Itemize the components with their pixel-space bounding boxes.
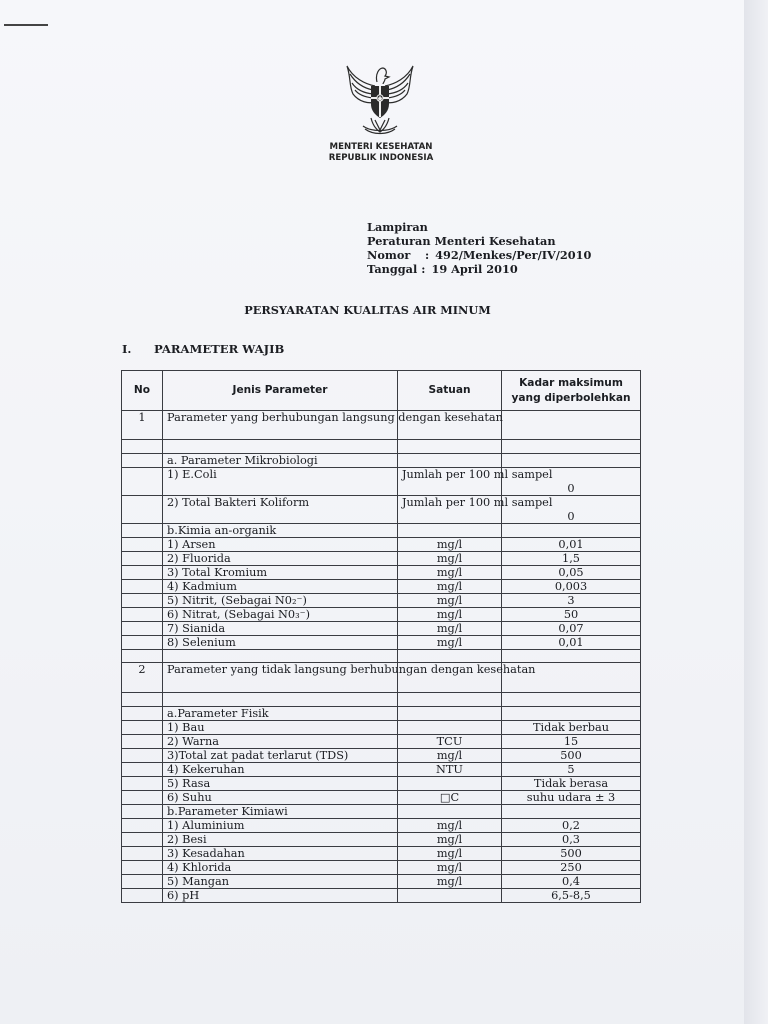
section-heading	[122, 342, 284, 356]
cell-jenis-parameter	[163, 693, 398, 707]
cell-satuan: mg/l	[398, 538, 502, 552]
cell-kadar: 500	[502, 749, 641, 763]
cell-jenis-parameter: 3)Total zat padat terlarut (TDS)	[163, 749, 398, 763]
cell-satuan: mg/l	[398, 875, 502, 889]
cell-no	[122, 833, 163, 847]
cell-jenis-parameter: 5) Nitrit, (Sebagai N0₂⁻)	[163, 594, 398, 608]
cell-jenis-parameter: 6) pH	[163, 889, 398, 903]
cell-kadar: 3	[502, 594, 641, 608]
cell-jenis-parameter: 3) Total Kromium	[163, 566, 398, 580]
cell-jenis-parameter: 3) Kesadahan	[163, 847, 398, 861]
cell-satuan: NTU	[398, 763, 502, 777]
cell-no	[122, 636, 163, 650]
cell-satuan: mg/l	[398, 608, 502, 622]
cell-satuan: mg/l	[398, 861, 502, 875]
table-row	[122, 496, 641, 524]
cell-satuan: TCU	[398, 735, 502, 749]
nomor-label: Nomor	[367, 248, 411, 262]
cell-jenis-parameter: 2) Warna	[163, 735, 398, 749]
cell-no	[122, 875, 163, 889]
table-row	[122, 693, 641, 707]
cell-kadar: 0,2	[502, 819, 641, 833]
cell-no	[122, 763, 163, 777]
table-row	[122, 833, 641, 847]
cell-no	[122, 777, 163, 791]
cell-kadar: 6,5-8,5	[502, 889, 641, 903]
cell-satuan: Jumlah per 100 ml sampel	[398, 468, 502, 496]
table-header-row	[122, 371, 641, 411]
table-row	[122, 468, 641, 496]
cell-kadar: 1,5	[502, 552, 641, 566]
table-row	[122, 440, 641, 454]
cell-satuan: mg/l	[398, 594, 502, 608]
cell-satuan	[398, 524, 502, 538]
cell-satuan: mg/l	[398, 636, 502, 650]
cell-no: 1	[122, 411, 163, 440]
attachment-block	[367, 220, 591, 276]
parameter-table	[121, 370, 641, 903]
cell-satuan: Jumlah per 100 ml sampel	[398, 496, 502, 524]
table-row	[122, 707, 641, 721]
cell-jenis-parameter: 2) Besi	[163, 833, 398, 847]
cell-kadar: Tidak berasa	[502, 777, 641, 791]
cell-jenis-parameter: 2) Fluorida	[163, 552, 398, 566]
document-title: PERSYARATAN KUALITAS AIR MINUM	[244, 303, 491, 317]
section-title: PARAMETER WAJIB	[154, 342, 285, 356]
table-row	[122, 763, 641, 777]
cell-no	[122, 650, 163, 663]
cell-jenis-parameter: a.Parameter Fisik	[163, 707, 398, 721]
cell-jenis-parameter: 1) Bau	[163, 721, 398, 735]
cell-jenis-parameter: b.Parameter Kimiawi	[163, 805, 398, 819]
parameter-table-body	[122, 411, 641, 903]
cell-no	[122, 819, 163, 833]
table-row	[122, 847, 641, 861]
table-row	[122, 622, 641, 636]
cell-no	[122, 566, 163, 580]
cell-no	[122, 847, 163, 861]
cell-jenis-parameter: 6) Nitrat, (Sebagai N0₃⁻)	[163, 608, 398, 622]
cell-jenis-parameter: 5) Mangan	[163, 875, 398, 889]
cell-no	[122, 496, 163, 524]
cell-jenis-parameter	[163, 650, 398, 663]
cell-no	[122, 538, 163, 552]
table-row	[122, 538, 641, 552]
ministry-line-2: REPUBLIK INDONESIA	[328, 153, 434, 163]
cell-satuan: mg/l	[398, 622, 502, 636]
cell-jenis-parameter: 4) Kadmium	[163, 580, 398, 594]
cell-jenis-parameter: Parameter yang tidak langsung berhubungan dengan kesehatan	[163, 663, 398, 693]
cell-no: 2	[122, 663, 163, 693]
header-kadar-maksimum: Kadar maksimum yang diperbolehkan	[502, 371, 641, 411]
table-row	[122, 411, 641, 440]
cell-satuan	[398, 707, 502, 721]
cell-kadar	[502, 805, 641, 819]
cell-no	[122, 580, 163, 594]
cell-no	[122, 552, 163, 566]
header-satuan: Satuan	[398, 371, 502, 411]
cell-kadar	[502, 440, 641, 454]
cell-jenis-parameter: Parameter yang berhubungan langsung dengan kesehatan	[163, 411, 398, 440]
cell-kadar	[502, 524, 641, 538]
cell-no	[122, 454, 163, 468]
cell-kadar: 0,05	[502, 566, 641, 580]
cell-satuan	[398, 454, 502, 468]
cell-jenis-parameter: 2) Total Bakteri Koliform	[163, 496, 398, 524]
cell-no	[122, 735, 163, 749]
cell-satuan	[398, 889, 502, 903]
section-number: I.	[122, 342, 132, 356]
table-row	[122, 566, 641, 580]
cell-no	[122, 791, 163, 805]
cell-no	[122, 889, 163, 903]
cell-kadar	[502, 693, 641, 707]
cell-no	[122, 524, 163, 538]
cell-jenis-parameter: 7) Sianida	[163, 622, 398, 636]
cell-satuan: mg/l	[398, 566, 502, 580]
table-row	[122, 608, 641, 622]
cell-satuan: □C	[398, 791, 502, 805]
cell-no	[122, 693, 163, 707]
cell-kadar: 250	[502, 861, 641, 875]
cell-kadar: 0	[502, 468, 641, 496]
cell-satuan	[398, 721, 502, 735]
cell-no	[122, 805, 163, 819]
cell-kadar: 0,4	[502, 875, 641, 889]
header-jenis-parameter: Jenis Parameter	[163, 371, 398, 411]
table-row	[122, 636, 641, 650]
cell-kadar	[502, 411, 641, 440]
cell-no	[122, 468, 163, 496]
table-row	[122, 650, 641, 663]
regulation-name: Peraturan Menteri Kesehatan	[367, 234, 556, 248]
table-row	[122, 875, 641, 889]
cell-kadar: 0,01	[502, 538, 641, 552]
cell-satuan: mg/l	[398, 833, 502, 847]
cell-no	[122, 749, 163, 763]
cell-kadar: Tidak berbau	[502, 721, 641, 735]
table-row	[122, 580, 641, 594]
ministry-line-1: MENTERI KESEHATAN	[329, 142, 433, 152]
cell-jenis-parameter: 4) Kekeruhan	[163, 763, 398, 777]
cell-kadar: 0,01	[502, 636, 641, 650]
table-row	[122, 805, 641, 819]
cell-kadar: 0,003	[502, 580, 641, 594]
table-row	[122, 721, 641, 735]
table-row	[122, 777, 641, 791]
cell-satuan: mg/l	[398, 749, 502, 763]
ministry-heading	[281, 142, 481, 164]
cell-satuan: mg/l	[398, 847, 502, 861]
table-row	[122, 819, 641, 833]
tanggal-label: Tanggal	[367, 262, 418, 276]
cell-jenis-parameter: b.Kimia an-organik	[163, 524, 398, 538]
cell-kadar: 15	[502, 735, 641, 749]
cell-kadar	[502, 650, 641, 663]
cell-jenis-parameter: 4) Khlorida	[163, 861, 398, 875]
cell-jenis-parameter: a. Parameter Mikrobiologi	[163, 454, 398, 468]
header-no: No	[122, 371, 163, 411]
cell-kadar: 50	[502, 608, 641, 622]
cell-kadar: 0,07	[502, 622, 641, 636]
cell-no	[122, 622, 163, 636]
cell-satuan	[398, 440, 502, 454]
table-row	[122, 791, 641, 805]
cell-jenis-parameter: 1) Aluminium	[163, 819, 398, 833]
nomor-colon: :	[425, 248, 430, 262]
cell-no	[122, 608, 163, 622]
garuda-emblem-icon	[339, 56, 421, 140]
cell-satuan	[398, 777, 502, 791]
table-row	[122, 454, 641, 468]
page-edge	[744, 0, 768, 1024]
cell-satuan: mg/l	[398, 819, 502, 833]
cell-jenis-parameter	[163, 440, 398, 454]
cell-jenis-parameter: 5) Rasa	[163, 777, 398, 791]
table-row	[122, 524, 641, 538]
cell-no	[122, 721, 163, 735]
attachment-title: Lampiran	[367, 220, 428, 234]
cell-satuan	[398, 805, 502, 819]
table-row	[122, 749, 641, 763]
table-row	[122, 735, 641, 749]
cell-no	[122, 594, 163, 608]
cell-jenis-parameter: 8) Selenium	[163, 636, 398, 650]
cell-jenis-parameter: 1) E.Coli	[163, 468, 398, 496]
tanggal-value: 19 April 2010	[431, 262, 518, 276]
cell-kadar: 0	[502, 496, 641, 524]
cell-kadar: suhu udara ± 3	[502, 791, 641, 805]
cell-jenis-parameter: 1) Arsen	[163, 538, 398, 552]
cell-satuan: mg/l	[398, 580, 502, 594]
tanggal-colon: :	[421, 262, 426, 276]
cell-satuan	[398, 693, 502, 707]
margin-mark	[4, 24, 48, 26]
cell-kadar	[502, 454, 641, 468]
cell-kadar: 5	[502, 763, 641, 777]
nomor-value: 492/Menkes/Per/IV/2010	[435, 248, 592, 262]
table-row	[122, 663, 641, 693]
cell-jenis-parameter: 6) Suhu	[163, 791, 398, 805]
cell-no	[122, 861, 163, 875]
cell-kadar: 0,3	[502, 833, 641, 847]
cell-no	[122, 440, 163, 454]
cell-satuan: mg/l	[398, 552, 502, 566]
table-row	[122, 861, 641, 875]
cell-satuan	[398, 650, 502, 663]
cell-kadar	[502, 707, 641, 721]
table-row	[122, 594, 641, 608]
table-row	[122, 889, 641, 903]
table-row	[122, 552, 641, 566]
cell-no	[122, 707, 163, 721]
cell-kadar: 500	[502, 847, 641, 861]
